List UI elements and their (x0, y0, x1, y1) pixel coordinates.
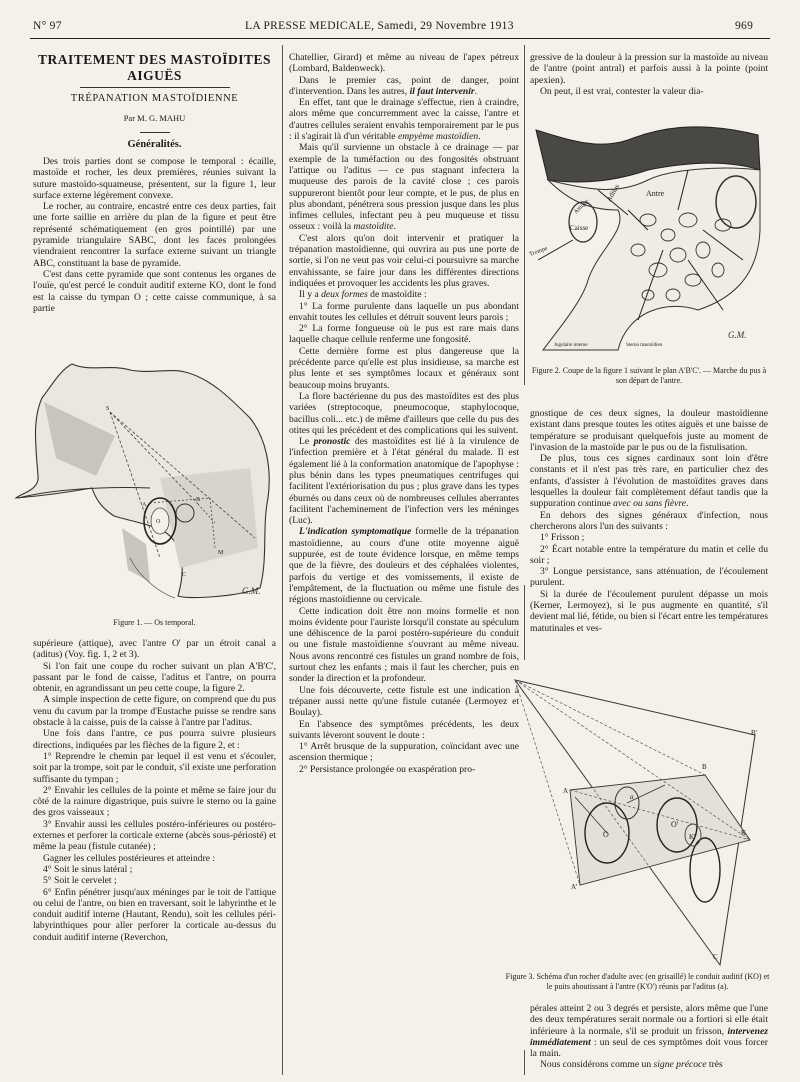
paragraph: Le rocher, au contraire, encastré entre ces deux parties, fait une forte saillie en arrière du plan de la figure et peut être représenté schématiquement (en gros pointillé) par une pyramide triangulaire SABC, dont les faces prolongées viendraient rencontrer la surface externe suivant un triangle ABC, constituant la base de pyramide. (33, 201, 276, 269)
paragraph: La flore bactérienne du pus des mastoïdites est des plus variées (streptocoque, pneumocoque, staphylocoque, bacillus coli... etc.) de même d'ailleurs que celle du pus des otites qui les précèdent et des complications qui les suivent. (289, 390, 519, 436)
column-3-bottom (530, 1003, 768, 1071)
text-run: Le (299, 436, 314, 448)
fig3-label-Bp: B' (751, 729, 757, 737)
fig1-signature: G.M. (242, 586, 261, 596)
paragraph: Une fois dans l'antre, ce pus pourra suivre plusieurs directions, indiquées par les flèches de la figure 2, et : (33, 728, 276, 751)
text-run: De plus, tous ces signes cardinaux sont loin d'être constants et il n'est pas très rare, en particulier chez des enfants, d'assister à l'évolution de mastoïdites graves dans lesquelles la douleur fait complètement défaut tandis que la suppuration continue (530, 453, 768, 510)
figure-1 (10, 358, 280, 613)
paragraph: A simple inspection de cette figure, on comprend que du pus venu du cavum par la trompe d'Eustache puisse se rendre sans obstacle à la caisse, puis de la caisse à l'antre par l'aditus. (33, 694, 276, 729)
paragraph (289, 142, 519, 232)
fig2-label-sterno: Sterno mastoïdien (626, 343, 663, 348)
fig3-label-B: B (702, 763, 707, 771)
issue-number: N° 97 (33, 20, 62, 32)
paragraph (289, 526, 519, 605)
fig1-label-C: C (182, 572, 187, 578)
emphasis: signe précoce (653, 1059, 707, 1071)
column-rule-1 (282, 45, 283, 1075)
fig1-label-A: A (142, 502, 147, 508)
text-run: Il y a (299, 289, 322, 301)
paragraph (530, 1059, 768, 1070)
fig3-label-Ap: A' (571, 883, 578, 891)
fig2-label-antre: Antre (646, 189, 665, 198)
temporal-bone-drawing (10, 358, 280, 613)
emphasis: deux formes (321, 289, 368, 301)
paragraph: 2° Envahir les cellules de la pointe et même se faire jour du côté de la rainure digastrique, puis suivre le sterno ou la gaine des gros vaisseaux ; (33, 784, 276, 819)
paragraph: 1° Frisson ; (540, 532, 585, 544)
article-title: TRAITEMENT DES MASTOÏDITES AIGUËS (37, 52, 272, 83)
emphasis: empyème mastoïdien (397, 131, 479, 143)
fig1-label-B: B (196, 497, 201, 503)
paragraph: Des trois parties dont se compose le temporal : écaille, mastoïde et rocher, les deux premières, réunies suivant la suture mastoïdo-squameuse, présentent, sur la figure 1, leur surface externe légèrement convexe. (33, 156, 276, 201)
text-run: pérales atteint 2 ou 3 degrés et persiste, alors même que l'une des deux températures serait normale ou a fortiori si elle était inférieure à la normale, s'il se produit un frisson, (530, 1003, 768, 1037)
emphasis: L'indication symptomatique (299, 526, 412, 538)
emphasis: avec ou sans fièvre (613, 498, 687, 510)
rocher-schema-drawing (505, 675, 770, 975)
paragraph: 6° Enfin pénétrer jusqu'aux méninges par le toit de l'attique ou celui de l'antre, ou bien en traversant, soit le labyrinthe et le conduit auditif interne (Hautant, Rendu), soit les cellules péri-labyrinthiques pour aller perforer la corticale au-dessus du conduit auditif interne (Reverchon, (33, 886, 276, 943)
fig3-label-K: K (741, 829, 747, 837)
text-run: des mastoïdites est lié à la virulence de l'infection première et à l'état général du malade. Il est également lié à la conformation anatomique de l'apophyse : plus bénin dans les types pneumatiques centrifuges qui facilitent l'extériorisation du pus ; plus grave dans les types éburnés ou dans ceux où de nombreuses cellules aberrantes facilitent l'acheminement de l'infection vers les méninges (Luc). (289, 436, 519, 527)
fig1-label-M: M (218, 550, 224, 556)
paragraph: supérieure (attique), avec l'antre O' par un étroit canal a (aditus) (Voy. fig. 1, 2 et 3). (33, 638, 276, 661)
text-run: . (474, 85, 477, 97)
column-rule-2c (524, 1050, 525, 1075)
column-2 (289, 52, 519, 775)
column-1-bottom (33, 638, 276, 943)
mastoid-section-drawing (528, 110, 768, 365)
fig1-label-O: O (156, 519, 161, 525)
paragraph: On peut, il est vrai, contester la valeur dia- (540, 85, 704, 97)
title-rule (80, 87, 230, 88)
fig2-label-trompe: Trompe (528, 245, 549, 258)
fig2-signature: G.M. (728, 330, 747, 340)
fig3-label-A: A (563, 787, 569, 795)
text-run: Mais qu'il survienne un obstacle à ce drainage — par exemple de la tuméfaction ou des fongosités obstruant l'attique ou l'aditus — ce pus stagnant infectera la muqueuse des parois de la cavité close ; ces parois suppureront bientôt pour leur compte, et le pus, de plus en plus abondant, pénétrera sous pression jusque dans les plus infimes cellules, infectant peu à peu muqueuse et tissu osseux : voilà la (289, 142, 519, 233)
paragraph: En dehors des signes généraux d'infection, nous chercherons alors l'un des suivants : (530, 509, 768, 532)
text-run: En effet, tant que le drainage s'effectue, rien à craindre, alors même que concurremment avec la caisse, l'antre et d'autres cellules seraient envahis temporairement par le pus : il s'agirait là d'un véritable (289, 97, 519, 143)
paragraph: Cette indication doit être non moins formelle et non moins évidente pour l'auriste lorsqu'il constate au spéculum une déhiscence de la paroi postéro-supérieure du conduit ou une fistule mastoïdienne s'ouvrant au même niveau. Nous avons rencontré ces fistules un grand nombre de fois, surtout chez les enfants ; mais il faut les chercher, puis en sonder la direction et la profondeur. (289, 605, 519, 685)
section-heading: Généralités. (127, 139, 182, 150)
paragraph: 1° La forme purulente dans laquelle un pus abondant envahit toutes les cellules et détruit souvent leurs parois ; (289, 300, 519, 323)
emphasis: il faut intervenir (409, 85, 475, 97)
fig2-label-caisse: Caisse (570, 224, 589, 232)
text-run: formelle de la trépanation mastoïdienne, au cours d'une otite moyenne aiguë suppurée, est de toute évidence lorsque, en même temps que de la fièvre, des douleurs et des céphalées violentes, parfois du vertige et des vomissements, il existe de l'empâtement, de la fluctuation ou même une fistule des régions mastoïdienne ou cervicale. (289, 526, 519, 606)
paragraph (289, 289, 519, 300)
fig2-label-jugulaire: Jugulaire interne (554, 343, 588, 348)
byline-rule (140, 132, 170, 133)
text-run: de mastoïdite : (367, 289, 427, 301)
paragraph: Cette dernière forme est plus dangereuse que la précédente parce qu'elle est plus insidieuse, sa marche est plus lente et ses symptômes locaux et généraux sont beaucoup moins bruyants. (289, 345, 519, 391)
text-run: très (706, 1059, 723, 1071)
fig2-label-aditus: Aditus (604, 182, 622, 203)
fig1-label-S: S (106, 406, 110, 412)
emphasis: mastoïdite (353, 221, 394, 233)
paragraph (289, 75, 519, 98)
column-rule-2 (524, 45, 525, 385)
paragraph: C'est dans cette pyramide que sont contenus les organes de l'ouïe, qu'est percé le conduit auditif externe KO, dont le fond est la caisse du tympan O ; cette caisse communique, à sa partie (33, 268, 276, 314)
paragraph: Si l'on fait une coupe du rocher suivant un plan A'B'C', passant par le fond de caisse, l'aditus et l'antre, on pourra obtenir, en agrandissant un peu cette coupe, la figure 2. (33, 660, 276, 695)
paragraph: En l'absence des symptômes précédents, les deux suivants lèveront souvent le doute : (289, 718, 519, 741)
paragraph (530, 453, 768, 509)
fig2-label-attique: Attique (573, 198, 591, 216)
emphasis: pronostic (313, 436, 351, 448)
paragraph: 4° Soit le sinus latéral ; (43, 863, 133, 875)
paragraph: Chatellier, Girard) et même au niveau de l'apex pétreux (Lombard, Baldenweck). (289, 52, 519, 75)
text-run: . (478, 131, 481, 143)
fig3-label-Op: O' (671, 820, 679, 829)
column-3-middle (530, 408, 768, 634)
column-3-top (530, 52, 768, 97)
paragraph (530, 1003, 768, 1059)
issue-date: , Samedi, 29 Novembre 1913 (371, 20, 514, 32)
paragraph: C'est alors qu'on doit intervenir et pratiquer la trépanation mastoïdienne, qui ouvrira au pus une porte de sortie, si l'on ne veut pas voir celui-ci poursuivre sa marche envahissante, se faire jour dans les différentes directions indiquées et provoquer les accidents les plus graves. (289, 232, 519, 289)
header-rule (30, 38, 770, 39)
paragraph: 1° Reprendre le chemin par lequel il est venu et s'écouler, soit par la trompe, soit par le conduit, s'il existe une perforation suffisante du tympan ; (33, 750, 276, 785)
emphasis: intervenez immédiatement (530, 1025, 768, 1048)
text-run: : un seul de ces symptômes doit vous forcer la main. (530, 1036, 768, 1060)
running-head (245, 20, 514, 32)
paragraph: Gagner les cellules postérieures et atteindre : (43, 852, 216, 864)
paragraph: 2° La forme fongueuse où le pus est rare mais dans laquelle chaque cellule renferme une fongosité. (289, 323, 519, 346)
column-1-top (33, 156, 276, 314)
byline: Par M. G. MAHU (123, 113, 186, 123)
fig3-label-C: C (713, 953, 718, 961)
figure-3 (505, 675, 770, 975)
fig3-label-O: O (603, 830, 609, 839)
paragraph: 3° Longue persistance, sans atténuation, de l'écoulement purulent. (530, 566, 768, 589)
figure-2-caption: Figure 2. Coupe de la figure 1 suivant le plan A'B'C'. — Marche du pus à son départ de l'antre. (531, 366, 767, 385)
paragraph: gressive de la douleur à la pression sur la mastoïde au niveau de l'antre (point antral) et parfois aussi à la pointe (point apexien). (530, 52, 768, 86)
text-run: Dans le premier cas, point de danger, point d'intervention. Dans les autres, (289, 74, 519, 97)
paragraph: Une fois découverte, cette fistule est une indication à trépaner aussi nette qu'une fistule cutanée (Lermoyez et Boulay). (289, 684, 519, 719)
paragraph (289, 97, 519, 142)
fig3-label-a: a (630, 793, 634, 801)
paragraph: 1° Arrêt brusque de la suppuration, coïncidant avec une ascension thermique ; (289, 741, 519, 764)
paragraph: 5° Soit le cervelet ; (43, 875, 117, 887)
paragraph (289, 436, 519, 526)
paragraph: gnostique de ces deux signes, la douleur mastoïdienne existant dans presque toutes les otites aiguës et une baisse de température se produisant quelquefois juste au moment de l'invasion de la mastoïde par le pus ou de la fistulisation. (530, 408, 768, 453)
article-header (33, 52, 276, 150)
text-run: . (686, 498, 689, 510)
paragraph: 3° Envahir aussi les cellules postéro-inférieures ou postéro-externes et perforer la corticale externe (abcès sous-périosté) et même la peau (fistule cutanée) ; (33, 818, 276, 853)
figure-2 (528, 110, 768, 365)
figure-1-caption: Figure 1. — Os temporal. (113, 618, 196, 627)
article-subtitle: TRÉPANATION MASTOÏDIENNE (70, 93, 239, 104)
paragraph: 2° Écart notable entre la température du matin et celle du soir ; (530, 543, 768, 566)
figure-3-caption: Figure 3. Schéma d'un rocher d'adulte avec (en grisaillé) le conduit auditif (KO) et le puits aboutissant à l'antre (K'O') réunis par l'aditus (a). (505, 972, 770, 991)
column-rule-2b (524, 585, 525, 660)
fig3-label-Kp: K' (689, 833, 696, 841)
text-run: . (393, 221, 396, 233)
journal-name: LA PRESSE MEDICALE (245, 20, 372, 32)
page-number: 969 (735, 20, 754, 32)
paragraph: Si la durée de l'écoulement purulent dépasse un mois (Kerner, Lermoyez), si le pus augmente en quantité, s'il devient mal lié, fétide, ou bien si l'écart entre les températures matutinales et ves- (530, 588, 768, 634)
paragraph: 2° Persistance prolongée ou exaspération pro- (299, 763, 476, 775)
text-run: Nous considérons comme un (540, 1059, 654, 1071)
